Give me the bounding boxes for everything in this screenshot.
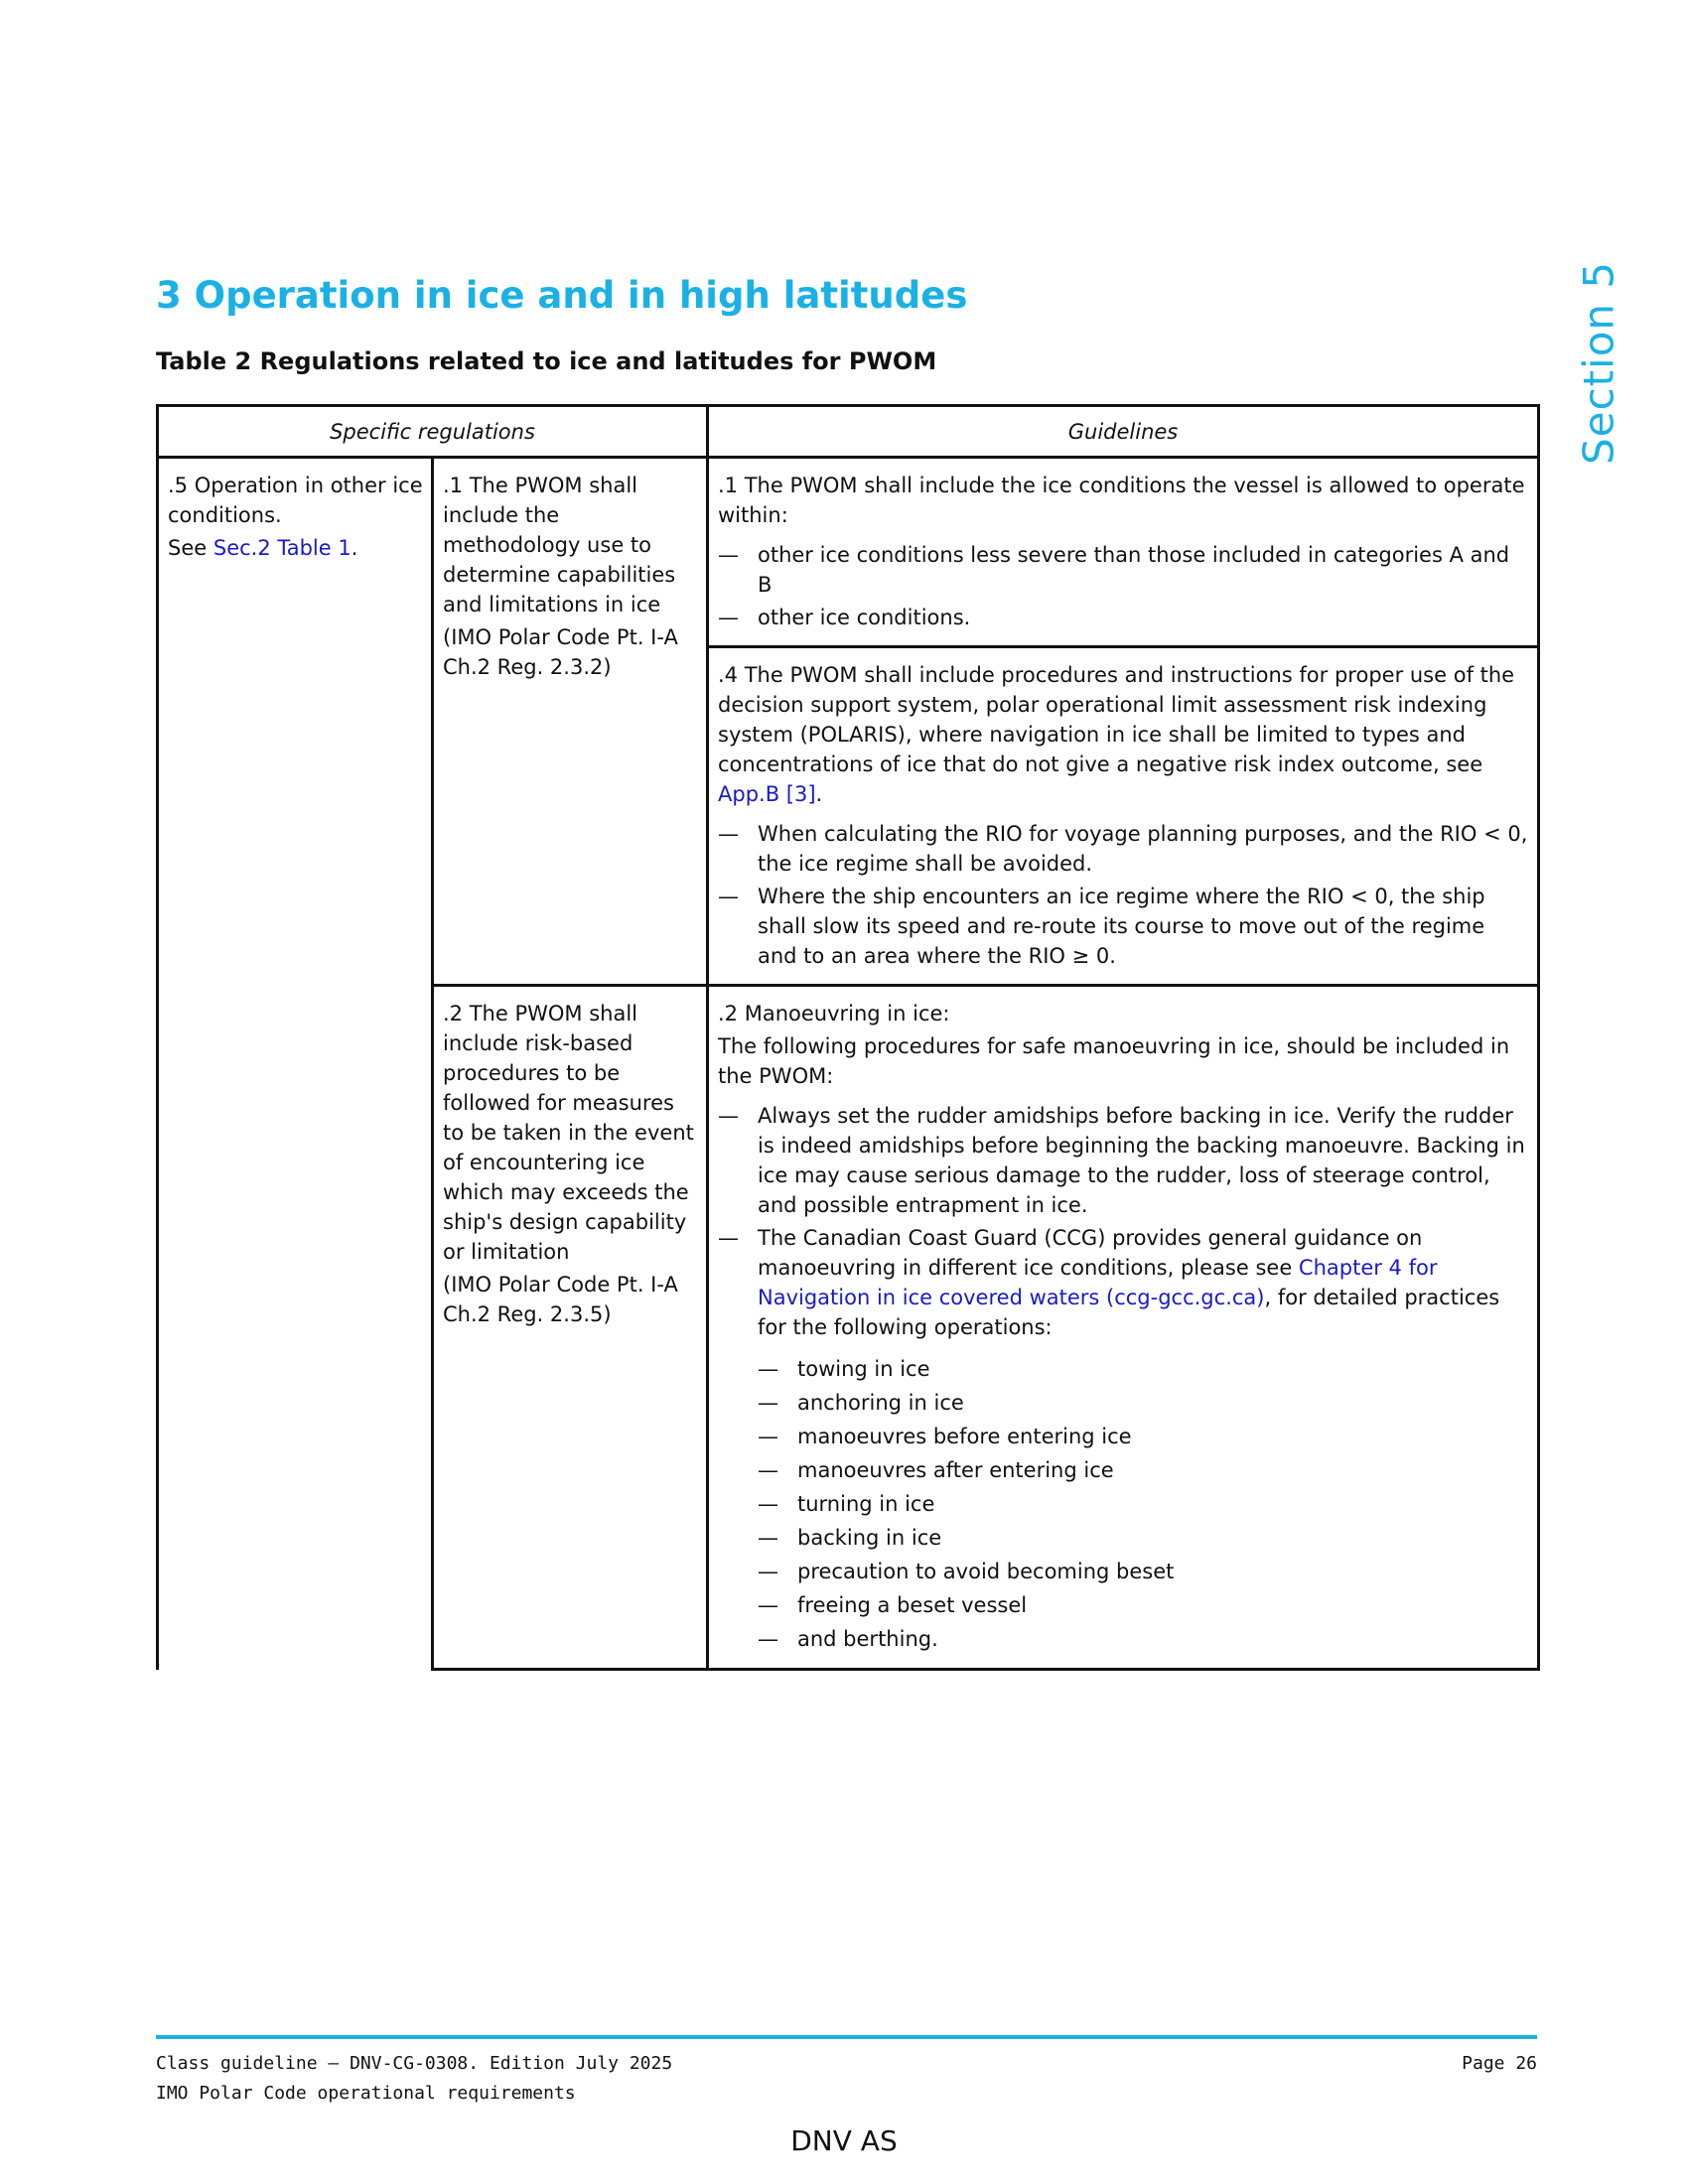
dash-bullet: —	[758, 1458, 778, 1482]
operation-text: towing in ice	[797, 1357, 930, 1381]
dash-bullet: —	[718, 1104, 739, 1128]
dash-bullet: —	[758, 1492, 778, 1516]
dash-bullet: —	[758, 1425, 778, 1448]
list-item	[758, 1455, 1529, 1485]
regulation-see-line	[168, 533, 423, 563]
regulation-sub2-text: .2 The PWOM shall include risk-based procedures to be followed for measures to be taken in the event of encountering ice which may exceeds the ship's design capability or limitation	[443, 1002, 694, 1264]
footer-divider	[156, 2035, 1537, 2039]
app-b-3-link[interactable]: App.B [3]	[718, 782, 816, 806]
list-item	[718, 819, 1529, 879]
regulation-main-cell	[158, 458, 433, 1670]
regulation-sub1-text: .1 The PWOM shall include the methodology use to determine capabilities and limitations in ice	[443, 474, 676, 616]
dash-bullet: —	[718, 543, 739, 567]
list-item	[718, 1223, 1529, 1654]
list-item	[718, 540, 1529, 600]
list-item-text: When calculating the RIO for voyage planning purposes, and the RIO < 0, the ice regime shall be avoided.	[758, 822, 1528, 876]
table-row	[158, 458, 1539, 647]
guideline-2-intro: The following procedures for safe manoeuvring in ice, should be included in the PWOM:	[718, 1034, 1510, 1088]
list-item-text: The Canadian Coast Guard (CCG) provides general guidance on manoeuvring in different ice conditions, please see	[758, 1226, 1423, 1280]
guideline-1-list	[718, 540, 1529, 632]
list-item	[758, 1489, 1529, 1519]
regulation-sub2-cell	[433, 986, 708, 1670]
list-item	[758, 1624, 1529, 1654]
list-item	[718, 882, 1529, 971]
list-item-text: other ice conditions less severe than those included in categories A and B	[758, 543, 1510, 597]
operation-text: anchoring in ice	[797, 1391, 964, 1415]
list-item	[758, 1422, 1529, 1451]
list-item-text-suffix: , for detailed practices for the following operations:	[758, 1286, 1500, 1339]
list-item	[758, 1523, 1529, 1553]
footer-document-info	[156, 2049, 672, 2109]
operation-text: backing in ice	[797, 1526, 942, 1550]
dash-bullet: —	[758, 1593, 778, 1617]
operations-list	[758, 1354, 1529, 1654]
guideline-4-list	[718, 819, 1529, 971]
regulation-sub2-reference: (IMO Polar Code Pt. I-A Ch.2 Reg. 2.3.5)	[443, 1273, 678, 1326]
footer-title-line: IMO Polar Code operational requirements	[156, 2083, 576, 2104]
list-item-text: Where the ship encounters an ice regime where the RIO < 0, the ship shall slow its speed and re-route its course to move out of the regime and to an area where the RIO ≥ 0.	[758, 885, 1485, 968]
guideline-2-cell	[708, 986, 1539, 1670]
dash-bullet: —	[718, 822, 739, 846]
list-item-text: other ice conditions.	[758, 606, 971, 629]
guideline-2-title: .2 Manoeuvring in ice:	[718, 1002, 950, 1025]
header-specific-regulations: Specific regulations	[158, 406, 708, 458]
operation-text: freeing a beset vessel	[797, 1593, 1028, 1617]
dash-bullet: —	[758, 1560, 778, 1583]
guideline-4-intro	[718, 660, 1529, 809]
dash-bullet: —	[718, 1226, 739, 1250]
operation-text: manoeuvres after entering ice	[797, 1458, 1114, 1482]
operation-text: turning in ice	[797, 1492, 935, 1516]
page-number: Page 26	[1462, 2053, 1537, 2074]
list-item	[718, 1101, 1529, 1220]
table-caption: Table 2 Regulations related to ice and latitudes for PWOM	[156, 347, 937, 375]
dash-bullet: —	[718, 606, 739, 629]
list-item	[758, 1557, 1529, 1586]
section-heading: 3 Operation in ice and in high latitudes	[156, 274, 968, 317]
publisher-name: DNV AS	[790, 2124, 898, 2157]
ccg-chapter-4-link[interactable]: Chapter 4 for Navigation in ice covered waters (ccg-gcc.gc.ca)	[758, 1256, 1438, 1309]
dash-bullet: —	[758, 1627, 778, 1651]
guideline-4-cell	[708, 647, 1539, 986]
see-suffix: .	[351, 536, 358, 560]
guideline-1-cell	[708, 458, 1539, 647]
dash-bullet: —	[758, 1357, 778, 1381]
operation-text: manoeuvres before entering ice	[797, 1425, 1132, 1448]
regulation-sub1-cell	[433, 458, 708, 986]
header-guidelines: Guidelines	[708, 406, 1539, 458]
guideline-4-intro-suffix: .	[815, 782, 823, 806]
list-item	[758, 1388, 1529, 1418]
regulation-sub1-reference: (IMO Polar Code Pt. I-A Ch.2 Reg. 2.3.2)	[443, 625, 678, 679]
operation-text: precaution to avoid becoming beset	[797, 1560, 1175, 1583]
dash-bullet: —	[758, 1391, 778, 1415]
section-side-label: Section 5	[1574, 260, 1623, 465]
footer-guideline-line: Class guideline — DNV-CG-0308. Edition July 2025	[156, 2053, 673, 2074]
table-header-row	[158, 406, 1539, 458]
regulation-main-text: .5 Operation in other ice conditions.	[168, 474, 423, 527]
operation-text: and berthing.	[797, 1627, 938, 1651]
see-prefix: See	[168, 536, 213, 560]
guideline-4-intro-text: .4 The PWOM shall include procedures and instructions for proper use of the decision support system, polar operational limit assessment risk indexing system (POLARIS), where navigation in ice shall be limited to types and concentrations of ice that do not give a negative risk index outcome, see	[718, 663, 1515, 776]
guideline-1-intro: .1 The PWOM shall include the ice conditions the vessel is allowed to operate within:	[718, 474, 1525, 527]
dash-bullet: —	[718, 885, 739, 908]
guideline-2-list	[718, 1101, 1529, 1654]
sec2-table1-link[interactable]: Sec.2 Table 1	[212, 536, 352, 560]
list-item-text: Always set the rudder amidships before backing in ice. Verify the rudder is indeed amidships before beginning the backing manoeuvre. Backing in ice may cause serious damage to the rudder, loss of steerage control, and possible entrapment in ice.	[758, 1104, 1525, 1217]
list-item	[758, 1590, 1529, 1620]
list-item	[718, 603, 1529, 632]
dash-bullet: —	[758, 1526, 778, 1550]
list-item	[758, 1354, 1529, 1384]
regulations-table	[156, 404, 1540, 1671]
